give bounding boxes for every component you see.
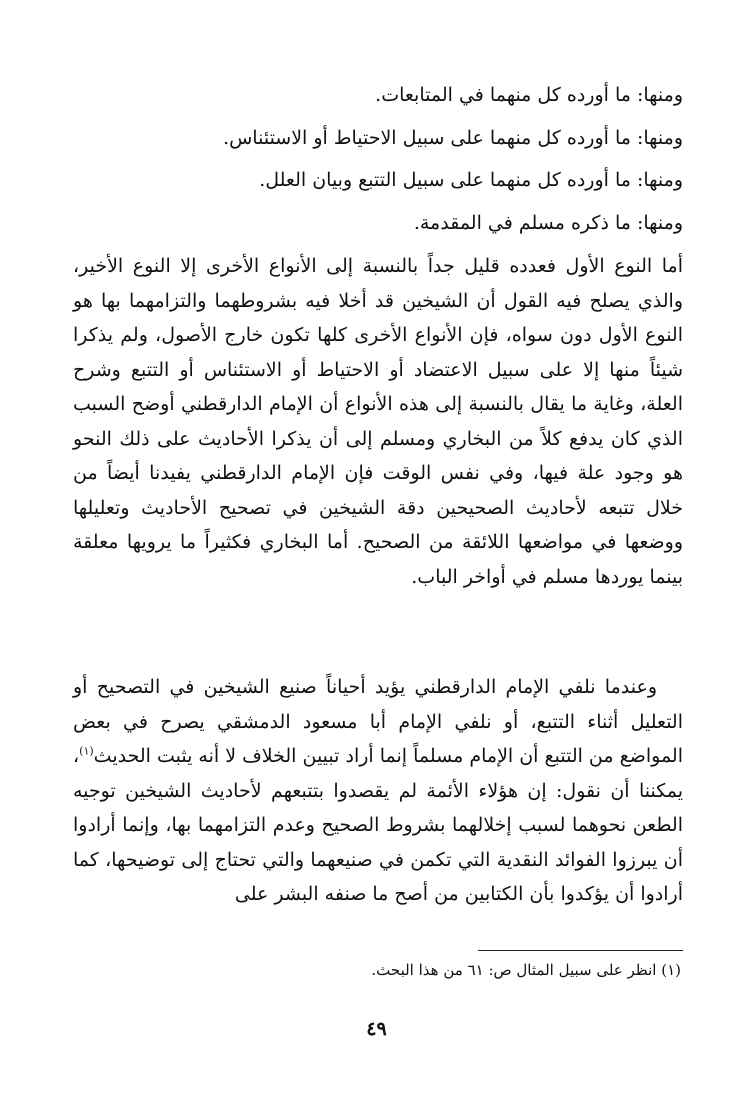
body-paragraph-2 [73, 670, 683, 912]
paragraph-2-text-end: ، يمكننا أن نقول: إن هؤلاء الأئمة لم يقصدوا بتتبعهم لأحاديث الشيخين توجيه الطعن نحوهما لسبب إخلالهما بشروط الصحيح وعدم التزامهما بها، وإنما أرادوا أن يبرزوا الفوائد النقدية التي تكمن في صنيعهما والتي تحتاج إلى توضيحها، كما أرادوا أن يؤكدوا بأن الكتابين من أصح ما صنفه البشر على [73, 745, 683, 905]
paragraph-2-text-start: وعندما نلفي الإمام الدارقطني يؤيد أحياناً صنيع الشيخين في التصحيح أو التعليل أثناء التتبع، أو نلفي الإمام أبا مسعود الدمشقي يصرح في بعض المواضع من التتبع أن الإمام مسلماً إنما أراد تبيين الخلاف لا أنه يثبت الحديث [73, 676, 683, 767]
footnote-reference: (١) [79, 744, 94, 758]
list-item: ومنها: ما أورده كل منهما في المتابعات. [375, 84, 683, 106]
list-item: ومنها: ما ذكره مسلم في المقدمة. [413, 211, 683, 234]
body-paragraph-1: أما النوع الأول فعدده قليل جداً بالنسبة إلى الأنواع الأخرى إلا النوع الأخير، والذي يصلح فيه القول أن الشيخين قد أخلا فيه بشروطهما والتزامهما بها هو النوع الأول دون سواه، فإن الأنواع الأخرى كلها تكون خارج الأصول، ولم يذكرا شيئاً منها إلا على سبيل الاعتضاد أو الاحتياط أو الاستئناس أو التتبع وشرح العلة، وغاية ما يقال بالنسبة إلى هذه الأنواع أن الإمام الدارقطني أوضح السبب الذي كان يدفع كلاً من البخاري ومسلم إلى أن يذكرا الأحاديث على ذلك النحو هو وجود علة فيها، وفي نفس الوقت فإن الإمام الدارقطني يفيدنا أيضاً من خلال تتبعه لأحاديث الصحيحين دقة الشيخين في تصحيح الأحاديث وتعليلها ووضعها في مواضعها اللائقة من الصحيح. أما البخاري فكثيراً ما يرويها معلقة بينما يوردها مسلم في أواخر الباب. [73, 255, 683, 588]
list-item: ومنها: ما أورده كل منهما على سبيل الاحتياط أو الاستئناس. [223, 126, 683, 149]
footnote-divider [478, 950, 683, 951]
list-of-types [73, 74, 683, 244]
list-item: ومنها: ما أورده كل منهما على سبيل التتبع وبيان العلل. [259, 169, 683, 191]
footnote-text: (١) انظر على سبيل المثال ص: ٦١ من هذا البحث. [371, 961, 681, 979]
page-number: ٤٩ [366, 1018, 387, 1040]
